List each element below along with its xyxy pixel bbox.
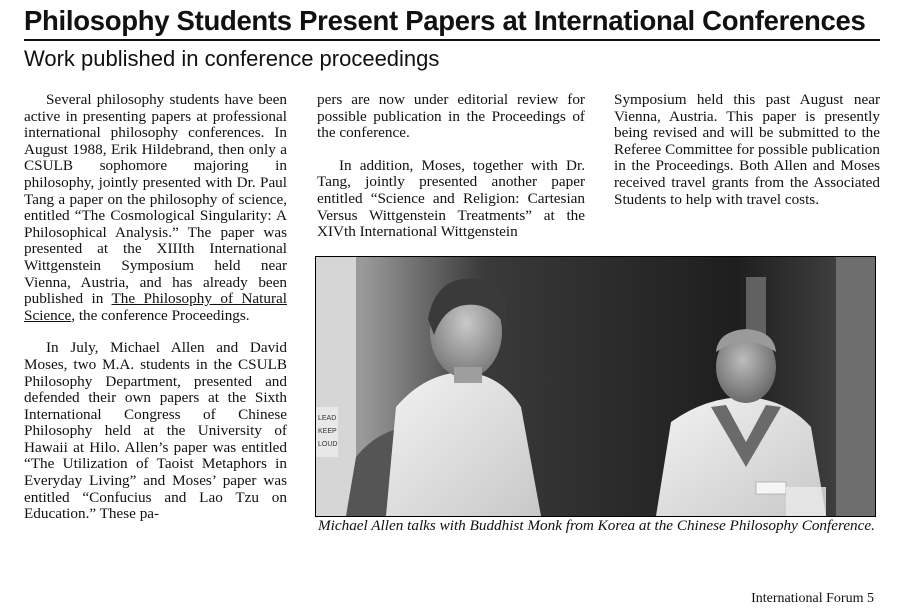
publication-title: The Philosophy of Natural Science [24, 290, 287, 324]
page-footer: International Forum 5 [751, 591, 874, 606]
svg-text:LOUD: LOUD [318, 441, 338, 448]
headline: Philosophy Students Present Papers at International Conferences [24, 5, 866, 36]
photo-caption: Michael Allen talks with Buddhist Monk from Korea at the Chinese Philosophy Conference. [318, 517, 875, 534]
svg-text:LEAD: LEAD [318, 415, 337, 422]
paragraph: pers are now under editorial review for possible publication in the Proceedings of the conference. [317, 91, 585, 142]
svg-text:KEEP: KEEP [318, 428, 337, 435]
photo-illustration [316, 257, 875, 516]
paragraph-text: , the conference Proceedings. [71, 306, 250, 324]
article-column-1 [24, 92, 287, 523]
paragraph: In July, Michael Allen and David Moses, two M.A. students in the CSULB Philosophy Department, presented and defended their own papers at the Sixth International Congress of Chinese Philosophy held at the University of Hawaii at Hilo. Allen’s paper was entitled “The Utilization of Taoist Metaphors in Everyday Living” and Moses’ paper was entitled “Confucius and Lao Tzu on Education.” These pa- [24, 339, 287, 523]
paragraph [24, 92, 287, 324]
right-pillar [836, 257, 875, 516]
paragraph: In addition, Moses, together with Dr. Tang, jointly presented another paper entitled “Science and Religion: Cartesian Versus Wittgenstein Treatments” at the XIVth International Wittgenstein [317, 156, 585, 241]
headline-rule [24, 39, 880, 41]
subheadline: Work published in conference proceedings [24, 46, 440, 71]
article-column-2 [317, 92, 585, 241]
sign [316, 407, 338, 457]
paragraph: Symposium held this past August near Vienna, Austria. This paper is presently being revised and will be submitted to the Referee Committee for possible publication in the Proceedings. Both Allen and Moses received travel grants from the Associated Students to help with travel costs. [614, 91, 880, 208]
paragraph-text: Several philosophy students have been active in presenting papers at professional international philosophy conferences. In August 1988, Erik Hildebrand, then only a CSULB sophomore majoring in philosophy, jointly presented with Dr. Paul Tang a paper on the philosophy of science, entitled “The Cosmological Singularity: A Philosophical Analysis.” The paper was presented at the XIIIth International Wittgenstein Symposium held near Vienna, Austria, and has already been published in [24, 91, 287, 308]
article-column-3 [614, 92, 880, 208]
article-photo [315, 256, 876, 517]
left-pillar [316, 257, 356, 516]
